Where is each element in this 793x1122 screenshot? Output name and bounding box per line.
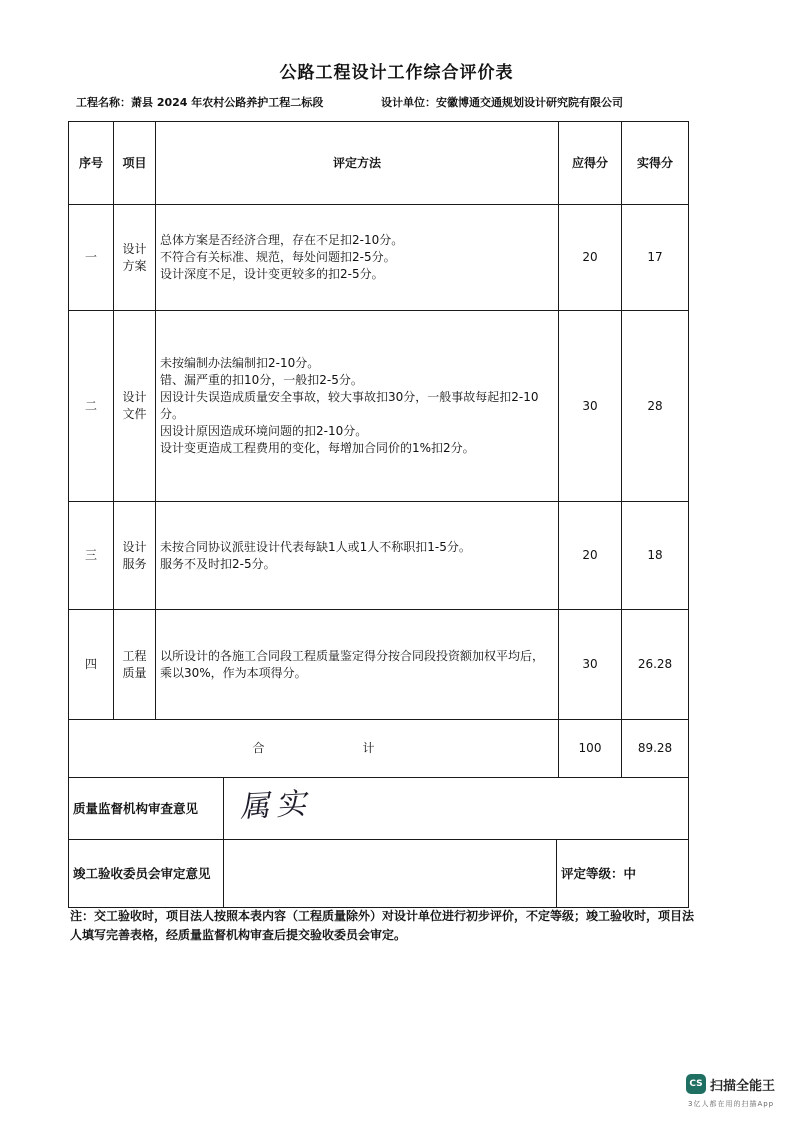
row-should-score: 20 bbox=[559, 205, 622, 311]
table-header-row bbox=[69, 122, 689, 205]
item-line: 方案 bbox=[122, 258, 147, 273]
total-label bbox=[69, 720, 559, 778]
header-method: 评定方法 bbox=[156, 122, 559, 205]
item-line: 设计 bbox=[122, 539, 147, 554]
total-row bbox=[69, 720, 689, 778]
method-line: 设计深度不足，设计变更较多的扣2-5分。 bbox=[160, 267, 384, 281]
row-item bbox=[114, 610, 156, 720]
total-should-score: 100 bbox=[559, 720, 622, 778]
review-table bbox=[68, 777, 689, 908]
row-seq: 一 bbox=[69, 205, 114, 311]
handwritten-signature: 属实 bbox=[238, 786, 318, 825]
acceptance-row bbox=[69, 840, 689, 908]
item-line: 质量 bbox=[122, 665, 147, 680]
row-actual-score: 26.28 bbox=[622, 610, 689, 720]
review-label: 质量监督机构审查意见 bbox=[69, 778, 224, 840]
method-line: 因设计原因造成环境问题的扣2-10分。 bbox=[160, 424, 368, 438]
row-item bbox=[114, 205, 156, 311]
row-actual-score: 17 bbox=[622, 205, 689, 311]
row-method bbox=[156, 205, 559, 311]
method-line: 设计变更造成工程费用的变化，每增加合同价的1%扣2分。 bbox=[160, 441, 475, 455]
table-row bbox=[69, 311, 689, 502]
item-line: 文件 bbox=[122, 407, 147, 421]
item-line: 设计 bbox=[122, 241, 147, 256]
camscanner-logo-icon: CS bbox=[686, 1074, 706, 1094]
row-seq: 二 bbox=[69, 311, 114, 502]
form-title: 公路工程设计工作综合评价表 bbox=[279, 63, 514, 83]
method-line: 未按合同协议派驻设计代表每缺1人或1人不称职扣1-5分。 bbox=[160, 539, 471, 554]
method-line: 服务不及时扣2-5分。 bbox=[160, 556, 276, 571]
method-line: 错、漏严重的扣10分，一般扣2-5分。 bbox=[160, 373, 363, 387]
row-seq: 四 bbox=[69, 610, 114, 720]
item-line: 设计 bbox=[122, 390, 147, 404]
scanner-watermark bbox=[686, 1072, 786, 1112]
watermark-name: 扫描全能王 bbox=[710, 1079, 776, 1094]
review-row bbox=[69, 778, 689, 840]
item-line: 服务 bbox=[122, 556, 147, 571]
row-method bbox=[156, 610, 559, 720]
acceptance-label: 竣工验收委员会审定意见 bbox=[69, 840, 224, 908]
header-item: 项目 bbox=[114, 122, 156, 205]
row-should-score: 20 bbox=[559, 502, 622, 610]
header-actual-score: 实得分 bbox=[622, 122, 689, 205]
method-line: 不符合有关标准、规范，每处问题扣2-5分。 bbox=[160, 250, 396, 264]
row-method bbox=[156, 502, 559, 610]
evaluation-table bbox=[68, 121, 689, 778]
total-label-b: 计 bbox=[362, 741, 375, 755]
watermark-tagline: 3亿人都在用的扫描App bbox=[688, 1100, 775, 1108]
method-line: 以所设计的各施工合同段工程质量鉴定得分按合同段投资额加权平均后，乘以30%，作为本项得分。 bbox=[160, 648, 545, 680]
row-item bbox=[114, 311, 156, 502]
method-line: 未按编制办法编制扣2-10分。 bbox=[160, 356, 320, 370]
project-name: 工程名称：萧县 2024 年农村公路养护工程二标段 bbox=[76, 96, 324, 109]
item-line: 工程 bbox=[122, 648, 147, 663]
total-actual-score: 89.28 bbox=[622, 720, 689, 778]
table-row bbox=[69, 502, 689, 610]
row-seq: 三 bbox=[69, 502, 114, 610]
row-should-score: 30 bbox=[559, 610, 622, 720]
method-line: 因设计失误造成质量安全事故，较大事故扣30分，一般事故每起扣2-10分。 bbox=[160, 390, 539, 421]
method-line: 总体方案是否经济合理，存在不足扣2-10分。 bbox=[160, 233, 404, 247]
footnote: 注：交工验收时，项目法人按照本表内容（工程质量除外）对设计单位进行初步评价，不定等级；竣工验收时，项目法人填写完善表格，经质量监督机构审查后提交验收委员会审定。 bbox=[70, 909, 695, 942]
table-row bbox=[69, 610, 689, 720]
header-seq: 序号 bbox=[69, 122, 114, 205]
acceptance-grade: 评定等级：中 bbox=[557, 840, 689, 908]
acceptance-opinion bbox=[224, 840, 557, 908]
row-actual-score: 18 bbox=[622, 502, 689, 610]
table-row bbox=[69, 205, 689, 311]
row-item bbox=[114, 502, 156, 610]
design-unit: 设计单位：安徽博通交通规划设计研究院有限公司 bbox=[381, 96, 623, 109]
row-method bbox=[156, 311, 559, 502]
row-actual-score: 28 bbox=[622, 311, 689, 502]
total-label-a: 合 bbox=[252, 741, 265, 755]
header-should-score: 应得分 bbox=[559, 122, 622, 205]
review-opinion bbox=[224, 778, 689, 840]
row-should-score: 30 bbox=[559, 311, 622, 502]
